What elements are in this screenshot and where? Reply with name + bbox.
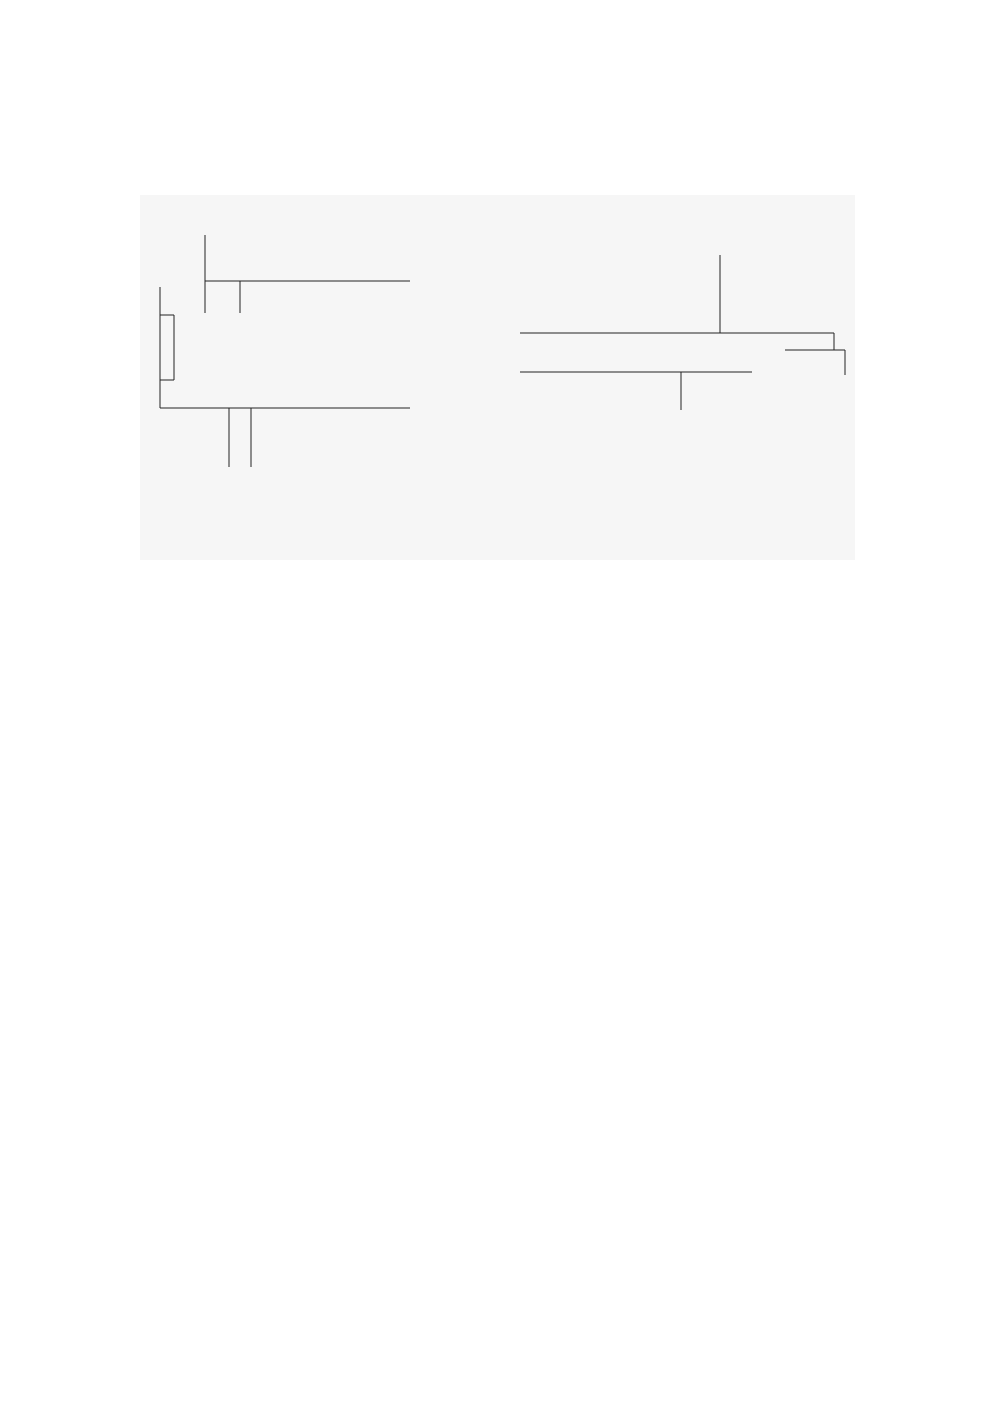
page-footer <box>122 1298 126 1316</box>
circuit-schematic <box>140 195 855 560</box>
